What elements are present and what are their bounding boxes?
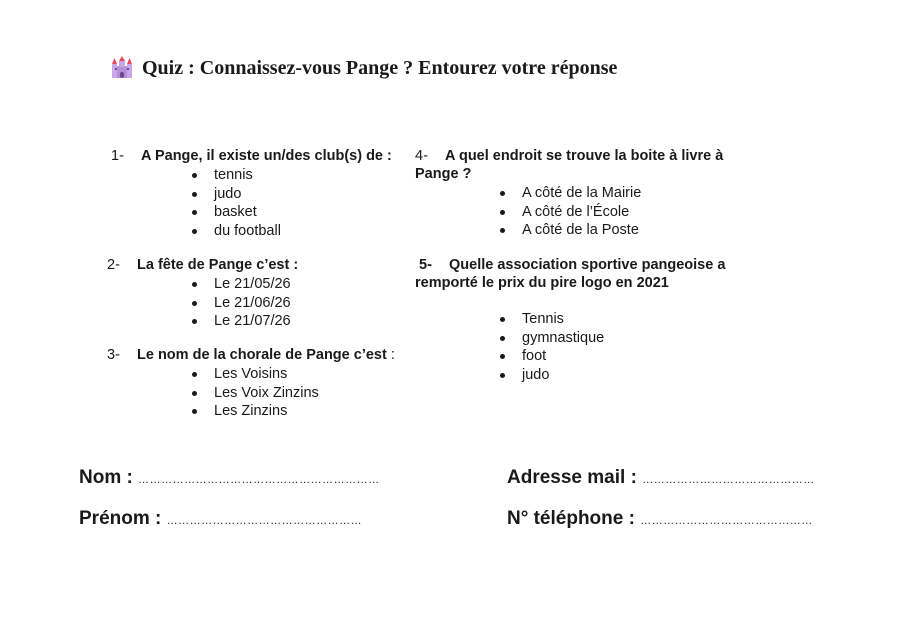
- question-number: 4-: [415, 148, 428, 164]
- bullet-icon: [192, 173, 197, 178]
- bullet-icon: [500, 210, 505, 215]
- question-text-continued: remporté le prix du pire logo en 2021: [415, 275, 669, 291]
- option[interactable]: Tennis: [522, 310, 725, 329]
- question-text: La fête de Pange c’est :: [137, 257, 299, 273]
- bullet-icon: [500, 354, 505, 359]
- option-list: [522, 310, 725, 384]
- bullet-icon: [192, 192, 197, 197]
- bullet-icon: [192, 391, 197, 396]
- option[interactable]: gymnastique: [522, 329, 725, 348]
- castle-icon: [110, 56, 134, 80]
- bullet-icon: [192, 229, 197, 234]
- question-4: [415, 147, 723, 240]
- question-2: [107, 256, 298, 331]
- question-text: A quel endroit se trouve la boite à livre à: [445, 148, 724, 164]
- telephone-dots: ………………………………………: [640, 515, 813, 527]
- question-number: 2-: [107, 257, 120, 273]
- option[interactable]: Les Voisins: [214, 365, 395, 384]
- option[interactable]: judo: [214, 185, 392, 204]
- email-label: Adresse mail :: [507, 467, 637, 488]
- option[interactable]: judo: [522, 366, 725, 385]
- option-list: [214, 365, 395, 421]
- bullet-icon: [192, 282, 197, 287]
- telephone-field[interactable]: [507, 508, 813, 530]
- question-number: 1-: [111, 148, 124, 164]
- question-text: Le nom de la chorale de Pange c’est: [137, 347, 387, 363]
- bullet-icon: [192, 301, 197, 306]
- option[interactable]: du football: [214, 222, 392, 241]
- option[interactable]: A côté de l’École: [522, 203, 723, 222]
- prenom-dots: ……………………………………………: [166, 515, 363, 527]
- bullet-icon: [500, 317, 505, 322]
- question-text-continued: Pange ?: [415, 166, 472, 182]
- email-field[interactable]: [507, 467, 815, 489]
- prenom-field[interactable]: [79, 508, 362, 530]
- option-list: [214, 275, 298, 331]
- question-text: Quelle association sportive pangeoise a: [449, 257, 726, 273]
- telephone-label: N° téléphone :: [507, 508, 635, 529]
- question-suffix: :: [390, 347, 395, 363]
- prenom-label: Prénom :: [79, 508, 162, 529]
- option[interactable]: Les Zinzins: [214, 402, 395, 421]
- option[interactable]: Le 21/07/26: [214, 312, 298, 331]
- option[interactable]: A côté de la Poste: [522, 221, 723, 240]
- bullet-icon: [192, 210, 197, 215]
- option[interactable]: Le 21/06/26: [214, 294, 298, 313]
- bullet-icon: [500, 228, 505, 233]
- option-list: [522, 184, 723, 240]
- question-text: A Pange, il existe un/des club(s) de :: [141, 148, 392, 164]
- bullet-icon: [500, 336, 505, 341]
- question-1: [111, 147, 392, 240]
- question-3: [107, 346, 395, 421]
- bullet-icon: [500, 373, 505, 378]
- email-dots: ………………………………………: [642, 474, 815, 486]
- option-list: [214, 166, 392, 240]
- option[interactable]: tennis: [214, 166, 392, 185]
- page-title: [110, 56, 617, 80]
- bullet-icon: [192, 319, 197, 324]
- title-text: Quiz : Connaissez-vous Pange ? Entourez votre réponse: [142, 56, 618, 79]
- option[interactable]: A côté de la Mairie: [522, 184, 723, 203]
- bullet-icon: [192, 409, 197, 414]
- option[interactable]: Les Voix Zinzins: [214, 384, 395, 403]
- option[interactable]: basket: [214, 203, 392, 222]
- question-number: 5-: [419, 257, 432, 273]
- option[interactable]: Le 21/05/26: [214, 275, 298, 294]
- nom-dots: ………………………………………………………: [138, 474, 380, 486]
- option[interactable]: foot: [522, 347, 725, 366]
- question-5: [415, 256, 725, 384]
- nom-field[interactable]: [79, 467, 380, 489]
- bullet-icon: [500, 191, 505, 196]
- question-number: 3-: [107, 347, 120, 363]
- bullet-icon: [192, 372, 197, 377]
- nom-label: Nom :: [79, 467, 133, 488]
